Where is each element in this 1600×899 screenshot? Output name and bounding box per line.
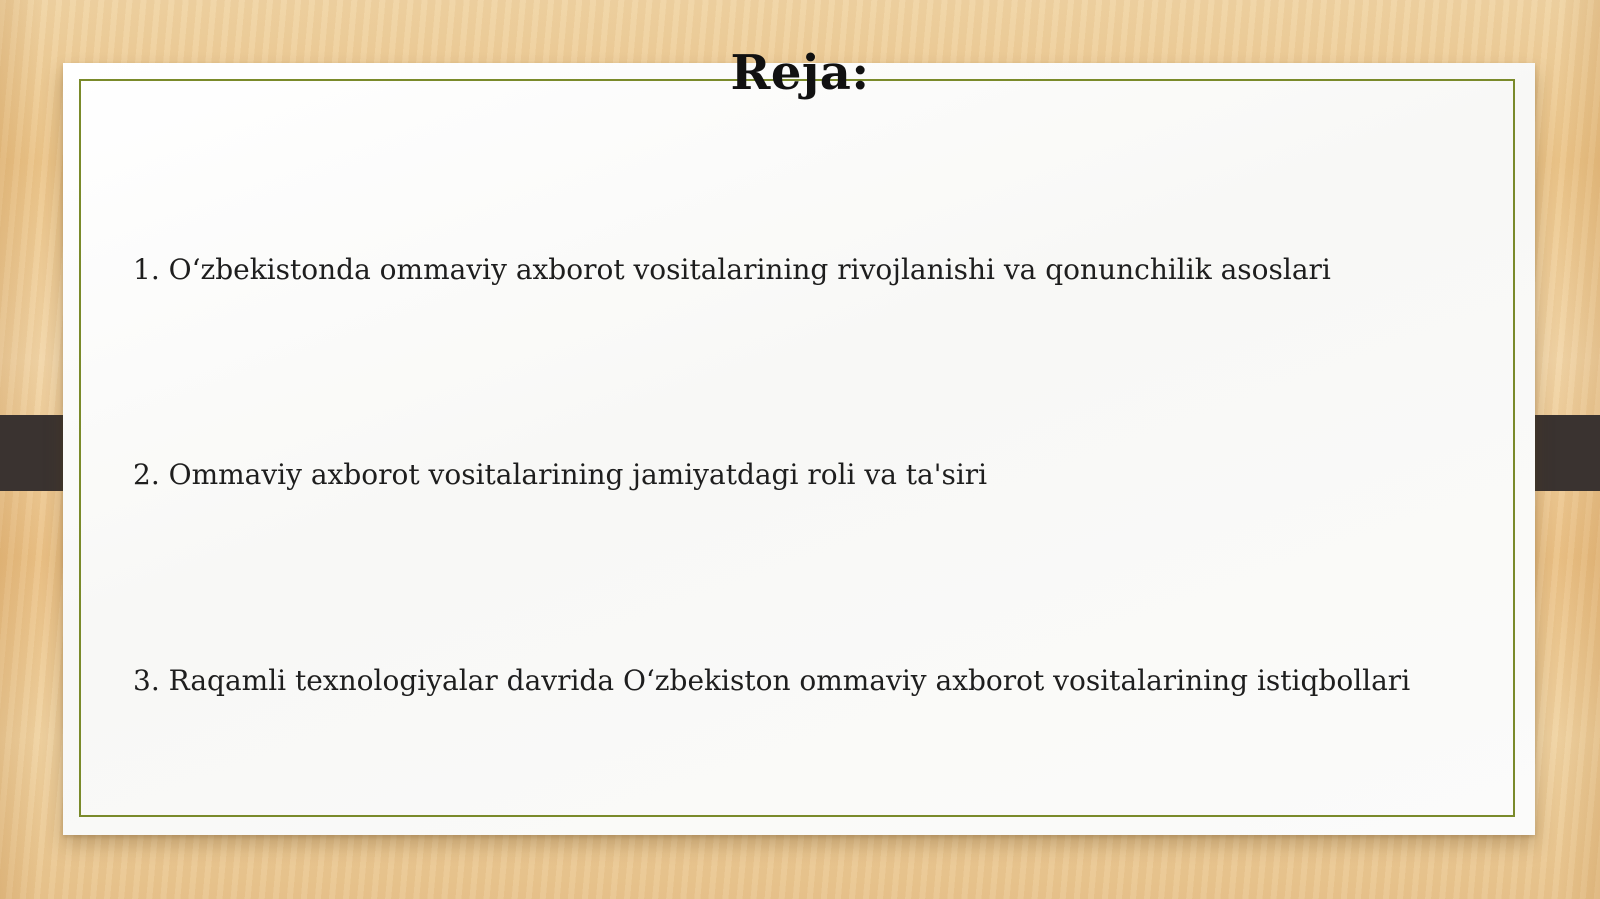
slide-card — [63, 63, 1535, 835]
slide-title: Reja: — [730, 45, 870, 101]
slide-inner-frame — [79, 79, 1515, 817]
agenda-item-1: 1. O‘zbekistonda ommaviy axborot vositalarining rivojlanishi va qonunchilik asoslari — [133, 253, 1331, 286]
slide-title-box — [680, 38, 920, 108]
agenda-item-2: 2. Ommaviy axborot vositalarining jamiyatdagi roli va ta'siri — [133, 458, 988, 491]
agenda-item-3: 3. Raqamli texnologiyalar davrida O‘zbekiston ommaviy axborot vositalarining istiqbollari — [133, 664, 1411, 697]
